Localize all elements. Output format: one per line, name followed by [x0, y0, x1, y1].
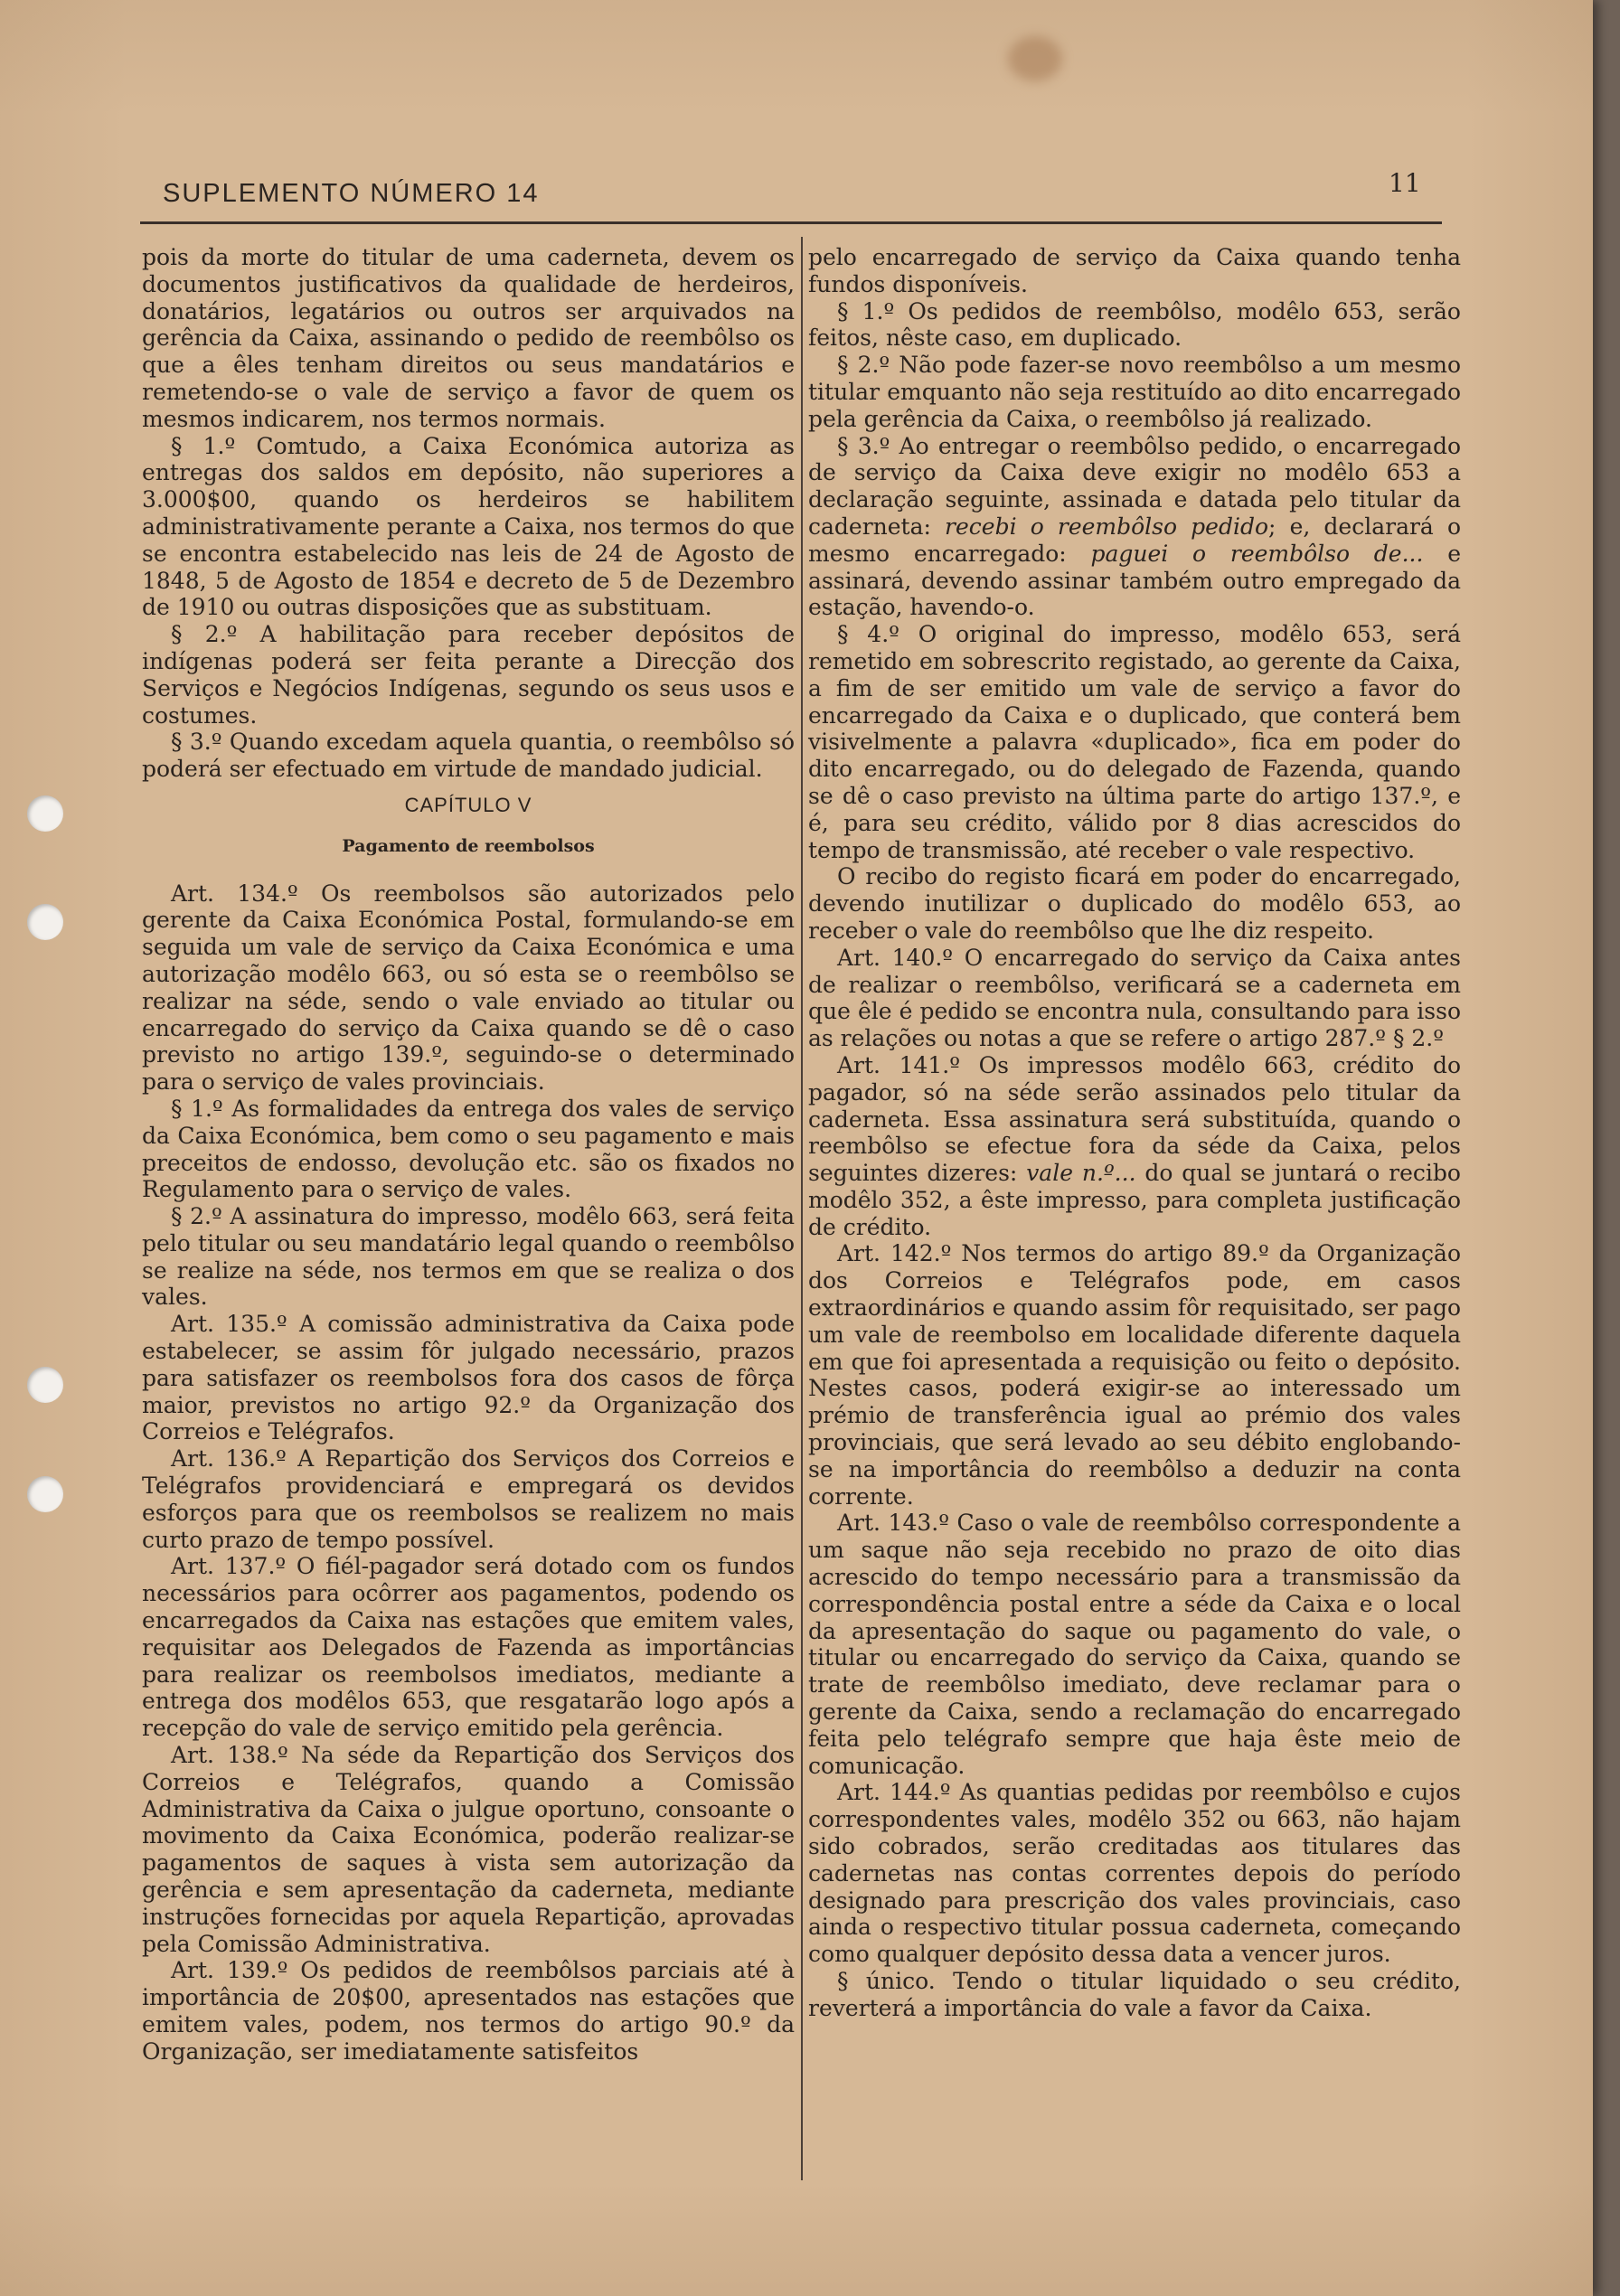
punch-hole — [27, 904, 63, 940]
paragraph: § único. Tendo o titular liquidado o seu crédito, reverterá a importância do vale a favor da Caixa. — [808, 1968, 1461, 2021]
paragraph: § 3.º Quando excedam aquela quantia, o reembôlso só poderá ser efectuado em virtude de mandado judicial. — [142, 729, 795, 783]
paragraph: Art. 142.º Nos termos do artigo 89.º da Organização dos Correios e Telégrafos pode, em casos extraordinários e quando assim fôr requisitado, ser pago um vale de reembolso em localidade diferente daquela em que foi apresentada a requisição ou feito o depósito. Nestes casos, poderá exigir-se ao interessado um prémio de transferência igual ao prémio dos vales provinciais, que será levado ao seu débito englobando-se na importância do reembôlso a deduzir na conta corrente. — [808, 1240, 1461, 1510]
punch-hole — [27, 1367, 63, 1403]
paragraph: § 2.º A assinatura do impresso, modêlo 663, será feita pelo titular ou seu mandatário legal quando o reembôlso se realize na séde, nos termos em que se realiza o dos vales. — [142, 1203, 795, 1311]
paragraph: Art. 136.º A Repartição dos Serviços dos Correios e Telégrafos providenciará e empregará os devidos esforços para que os reembolsos se realizem no mais curto prazo de tempo possível. — [142, 1445, 795, 1553]
paragraph: Art. 137.º O fiél-pagador será dotado com os fundos necessários para ocôrrer aos pagamentos, podendo os encarregados da Caixa nas estações que emitem vales, requisitar aos Delegados de Fazenda as importâncias para realizar os reembolsos imediatos, mediante a entrega dos modêlos 653, que resgatarão logo após a recepção do vale de serviço emitido pela gerência. — [142, 1553, 795, 1742]
paragraph: § 1.º Os pedidos de reembôlso, modêlo 653, serão feitos, nêste caso, em duplicado. — [808, 297, 1461, 352]
right-column — [808, 244, 1461, 2022]
paragraph — [808, 1052, 1461, 1241]
paragraph-text: ; e, declarará o mesmo encarregado: — [808, 513, 1462, 567]
paragraph: pois da morte do titular de uma caderneta, devem os documentos justificativos da qualidade de herdeiros, donatários, legatários ou outros ser arquivados na gerência da Caixa, assinando o pedido de reembôlso os que a êles tenham direitos ou seus mandatários e remetendo-se o vale de serviço a favor de quem os mesmos indicarem, nos termos normais. — [142, 244, 795, 432]
quoted-declaration: recebi o reembôlso pedido — [945, 513, 1269, 540]
chapter-title: Pagamento de reembolsos — [342, 835, 595, 856]
paragraph: Art. 134.º Os reembolsos são autorizados pelo gerente da Caixa Económica Postal, formulando-se em seguida um vale de serviço da Caixa Económica e uma autorização modêlo 663, ou só esta se o reembôlso se realizar na séde, sendo o vale enviado ao titular ou encarregado do serviço da Caixa quando se dê o caso previsto no artigo 139.º, seguindo-se o determinado para o serviço de vales provinciais. — [142, 880, 795, 1096]
punch-hole — [27, 795, 63, 832]
paragraph-text: do qual se juntará o recibo modêlo 352, a êste impresso, para completa justificação de crédito. — [808, 1160, 1461, 1240]
paragraph: § 2.º Não pode fazer-se novo reembôlso a um mesmo titular emquanto não seja restituído ao dito encarregado pela gerência da Caixa, o reembôlso já realizado. — [808, 352, 1461, 432]
paragraph: § 1.º Comtudo, a Caixa Económica autoriza as entregas dos saldos em depósito, não superiores a 3.000$00, quando os herdeiros se habilitem administrativamente perante a Caixa, nos termos do que se encontra estabelecido nas leis de 24 de Agosto de 1848, 5 de Agosto de 1854 e decreto de 5 de Dezembro de 1910 ou outras disposições que as substituam. — [142, 432, 795, 621]
header-rule — [140, 221, 1442, 224]
left-column — [142, 244, 795, 2065]
paragraph: pelo encarregado de serviço da Caixa quando tenha fundos disponíveis. — [808, 244, 1461, 297]
paragraph: Art. 143.º Caso o vale de reembôlso correspondente a um saque não seja recebido no prazo de oito dias acrescido do tempo necessário para a transmissão da correspondência postal entre a séde da Caixa e o local da apresentação do saque ou pagamento do vale, o titular ou encarregado do serviço da Caixa, quando se trate de reembôlso imediato, deve reclamar para o gerente da Caixa, sendo a reclamação do encarregado feita pelo telégrafo sempre que haja êste meio de comunicação. — [808, 1510, 1461, 1779]
paragraph: § 1.º As formalidades da entrega dos vales de serviço da Caixa Económica, bem como o seu pagamento e mais preceitos de endosso, devolução etc. são os fixados no Regulamento para o serviço de vales. — [142, 1095, 795, 1203]
paragraph: § 4.º O original do impresso, modêlo 653, será remetido em sobrescrito registado, ao gerente da Caixa, a fim de ser emitido um vale de serviço a favor do encarregado da Caixa e o duplicado, que conterá bem visivelmente a palavra «duplicado», fica em poder do dito encarregado, ou do delegado de Fazenda, quando se dê o caso previsto na última parte do artigo 137.º, e é, para seu crédito, válido por 8 dias acrescidos do tempo de transmissão, até receber o vale respectivo. — [808, 621, 1461, 863]
quoted-declaration: paguei o reembôlso de... — [1090, 540, 1424, 567]
paragraph-text: Art. 141.º Os impressos modêlo 663, crédito do pagador, só na séde serão assinados pelo titular da caderneta. Essa assinatura será substituída, quando o reembôlso se efectue fora da séde da Caixa, pelos seguintes dizeres: — [808, 1051, 1461, 1187]
paragraph — [808, 433, 1461, 622]
paragraph: Art. 138.º Na séde da Repartição dos Serviços dos Correios e Telégrafos, quando a Comissão Administrativa da Caixa o julgue oportuno, consoante o movimento da Caixa Económica, poderão realizar-se pagamentos de saques à vista sem autorização da gerência e sem apresentação da caderneta, mediante instruções fornecidas por aquela Repartição, aprovadas pela Comissão Administrativa. — [142, 1742, 795, 1957]
paragraph: Art. 135.º A comissão administrativa da Caixa pode estabelecer, se assim fôr julgado necessário, prazos para satisfazer os reembolsos fora dos casos de fôrça maior, previstos no artigo 92.º da Organização dos Correios e Telégrafos. — [142, 1311, 795, 1445]
paragraph: Art. 144.º As quantias pedidas por reembôlso e cujos correspondentes vales, modêlo 352 ou 663, não hajam sido cobrados, serão creditadas aos titulares das cadernetas nas contas correntes depois do período designado para prescrição dos vales provinciais, caso ainda o respectivo titular possua caderneta, começando como qualquer depósito dessa data a vencer juros. — [808, 1779, 1461, 1968]
punch-hole — [27, 1476, 63, 1512]
paragraph: Art. 139.º Os pedidos de reembôlsos parciais até à importância de 20$00, apresentados nas estações que emitem vales, podem, nos termos do artigo 90.º da Organização, ser imediatamente satisfeitos — [142, 1957, 795, 2065]
paragraph-text: e assinará, devendo assinar também outro empregado da estação, havendo-o. — [808, 540, 1462, 621]
page-number: 11 — [1389, 168, 1421, 198]
column-divider — [801, 237, 803, 2180]
quoted-text: vale n.º... — [1026, 1160, 1136, 1187]
paper-stain — [1008, 36, 1062, 81]
paragraph: O recibo do registo ficará em poder do encarregado, devendo inutilizar o duplicado do modêlo 653, ao receber o vale do reembôlso que lhe diz respeito. — [808, 863, 1461, 944]
chapter-heading: CAPÍTULO V — [404, 793, 532, 816]
paragraph: Art. 140.º O encarregado do serviço da Caixa antes de realizar o reembôlso, verificará se a caderneta em que êle é pedido se encontra nula, consultando para isso as relações ou notas a que se refere o artigo 287.º § 2.º — [808, 944, 1461, 1052]
running-header: SUPLEMENTO NÚMERO 14 — [163, 179, 540, 208]
paragraph: § 2.º A habilitação para receber depósitos de indígenas poderá ser feita perante a Direcção dos Serviços e Negócios Indígenas, segundo os seus usos e costumes. — [142, 621, 795, 729]
paragraph-text: § 3.º Ao entregar o reembôlso pedido, o encarregado de serviço da Caixa deve exigir no modêlo 653 a declaração seguinte, assinada e datada pelo titular da caderneta: — [808, 432, 1461, 540]
